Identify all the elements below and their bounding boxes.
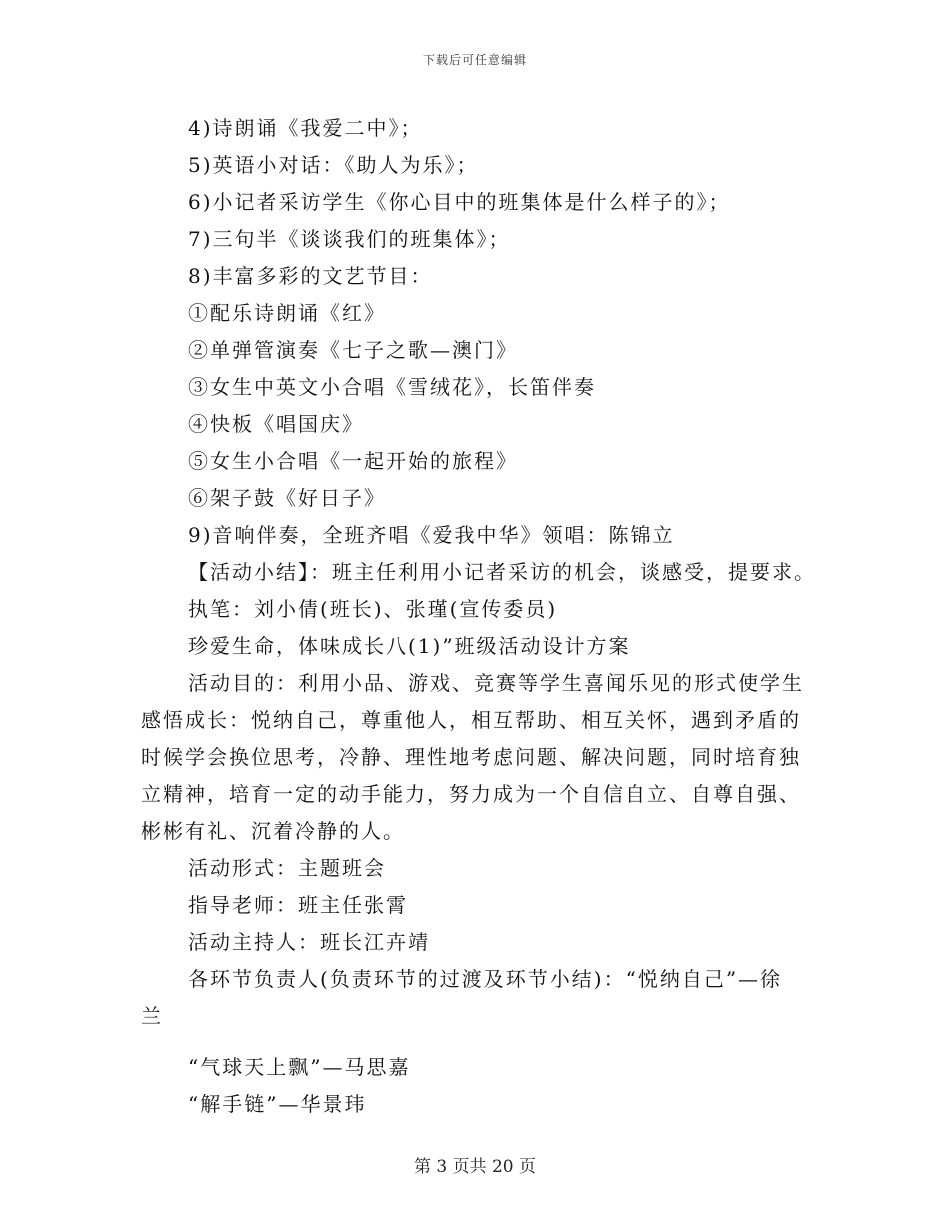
program-item-6: 6)小记者采访学生《你心目中的班集体是什么样子的》；	[188, 190, 731, 214]
program-item-5: 5)英语小对话：《助人为乐》；	[188, 153, 479, 177]
author-line: 执笔：刘小倩(班长)、张瑾(宣传委员)	[188, 597, 558, 621]
sub-item-5: ⑤女生小合唱《一起开始的旅程》	[188, 449, 518, 473]
purpose-line-4: 立精神，培育一定的动手能力，努力成为一个自信自立、自尊自强、	[141, 782, 801, 806]
activity-summary: 【活动小结】：班主任利用小记者采访的机会，谈感受，提要求。	[188, 560, 816, 584]
responsible-line-1: 各环节负责人(负责环节的过渡及环节小结)：“悦纳自己”—徐	[188, 967, 783, 991]
sub-item-4: ④快板《唱国庆》	[188, 412, 364, 436]
spacer	[141, 1035, 809, 1049]
responsible-line-2: 兰	[141, 1004, 163, 1028]
plan-title: 珍爱生命，体味成长八(1)”班级活动设计方案	[188, 634, 631, 658]
sub-item-1: ①配乐诗朗诵《红》	[188, 301, 386, 325]
program-item-7: 7)三句半《谈谈我们的班集体》；	[188, 227, 511, 251]
sub-item-2: ②单弹管演奏《七子之歌—澳门》	[188, 338, 518, 362]
segment-hand-chain: “解手链”—华景玮	[188, 1092, 367, 1116]
document-body	[141, 110, 816, 1123]
page-footer: 第 3 页共 20 页	[413, 1157, 537, 1177]
program-item-9: 9)音响伴奏，全班齐唱《爱我中华》领唱：陈锦立	[188, 523, 675, 547]
purpose-line-3: 时候学会换位思考，冷静、理性地考虑问题、解决问题，同时培育独	[141, 745, 801, 769]
purpose-line-1: 活动目的：利用小品、游戏、竞赛等学生喜闻乐见的形式使学生	[188, 671, 804, 695]
program-item-8: 8)丰富多彩的文艺节目：	[188, 264, 433, 288]
sub-item-6: ⑥架子鼓《好日子》	[188, 486, 386, 510]
host-line: 活动主持人：班长江卉靖	[188, 930, 430, 954]
purpose-line-5: 彬彬有礼、沉着冷静的人。	[141, 819, 405, 843]
segment-balloon: “气球天上飘”—马思嘉	[188, 1055, 411, 1079]
sub-item-3: ③女生中英文小合唱《雪绒花》，长笛伴奏	[188, 375, 596, 399]
advisor-line: 指导老师：班主任张霄	[188, 893, 408, 917]
activity-format: 活动形式：主题班会	[188, 856, 386, 880]
page-header: 下载后可任意编辑	[422, 53, 527, 67]
program-item-4: 4)诗朗诵《我爱二中》；	[188, 116, 423, 140]
purpose-line-2: 感悟成长：悦纳自己，尊重他人，相互帮助、相互关怀，遇到矛盾的	[141, 708, 801, 732]
